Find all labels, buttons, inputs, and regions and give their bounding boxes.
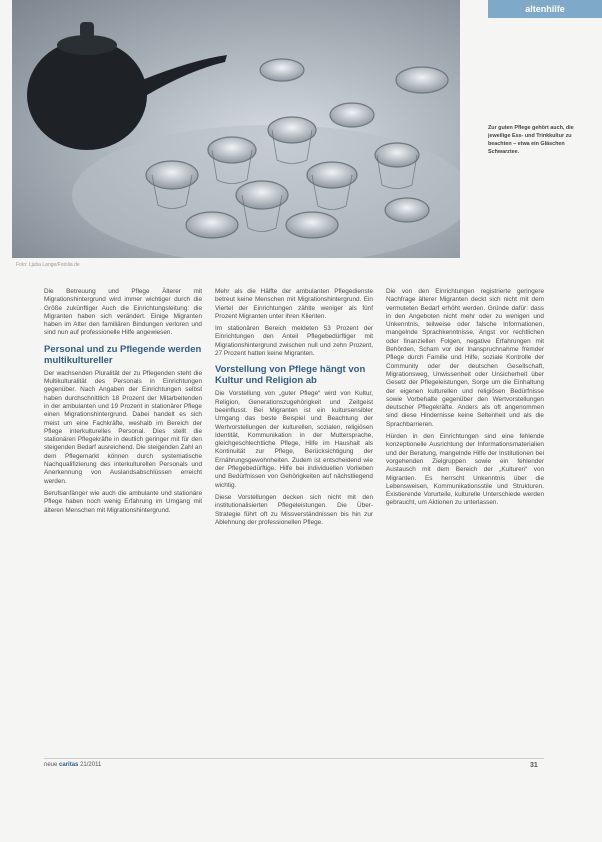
section-label: altenhilfe	[488, 0, 602, 18]
article-column-1	[44, 288, 202, 519]
footer-magazine-info	[44, 762, 101, 768]
photo-caption: Zur guten Pflege gehört auch, die jeweilige Ess- und Trinkkultur zu beachten – etwa ein Gläschen Schwarztee.	[488, 125, 574, 155]
paragraph: Die Vorstellung von „guter Pflege“ wird von Kultur, Religion, Generationszugehörigkeit und Zeitgeist beeinflusst. Bei Migranten ist ein kultursensibler Umgang das beste Beispiel und Beachtung der Wertvorstellungen der kulturellen, sozialen, religiösen Identität, Kommunikation in der Muttersprache, gleichgeschlechtliche Pflege, Hilfe im Haushalt als Kontinuität zur Pflege, Berücksichtigung der Ernährungsgewohnheiten. Zudem ist entscheidend wie der Pflegebedürftige. Hilfe bei individuellen Vorlieben und Bedürfnissen von Gehörigkeiten auf nächstliegend wichtig.	[215, 390, 373, 489]
photo-illustration	[12, 0, 460, 258]
footer-divider	[44, 758, 544, 759]
paragraph: Die Betreuung und Pflege Älterer mit Migrationshintergrund wird immer wichtiger durch die Größe zukünftiger Auch die Einrichtungsleitung: die Migranten haben sich verändert. Einige Migranten haben im Alter den familiären Bindungen verloren und sind nun auf professionelle Hilfe angewiesen.	[44, 288, 202, 337]
tea-glasses-photo	[12, 0, 460, 258]
paragraph: Hürden in den Einrichtungen sind eine fehlende konzeptionelle Ausrichtung der Informationsmaterialien und der Beratung, mangelnde Hilfe der Institutionen bei vorgehenden Zielgruppen sowie ein fehlender Austausch mit dem Bereich der „Kulturen“ von Migranten. Es herrscht Unkenntnis über die Lebensweisen, Kommunikationsstile und Strukturen. Existierende Vorurteile, kulturelle Unterschiede werden gebraucht, um Aktionen zu unterlassen.	[386, 433, 544, 507]
paragraph: Diese Vorstellungen decken sich nicht mit den institutionalisierten Pflegeleistungen. Die Über-Strategie führt oft zu Missverständnissen bis hin zur Ablehnung der professionellen Pflege.	[215, 493, 373, 526]
page-number: 31	[530, 762, 538, 769]
article-column-2	[215, 288, 373, 531]
paragraph: Im stationären Bereich meldeten 53 Prozent der Einrichtungen den Anteil Pflegebedürftiger mit Migrationshintergrund zwischen null und zehn Prozent, 27 Prozent hatten keine Migranten.	[215, 325, 373, 358]
paragraph: Der wachsenden Pluralität der zu Pflegenden steht die Multikulturalität des Personals in Einrichtungen gegenüber. Nach Angaben der Einrichtungen selbst haben durchschnittlich 18 Prozent der Mitarbeitenden in der ambulanten und 19 Prozent in stationärer Pflege einen Migrationshintergrund. Dabei handelt es sich meist um eine Fachkräfte, weshalb im Bereich der Pflege interkulturelles Personal. Dies stellt die stationären Pflegekräfte in deutlich geringer mit für den steigenden Bedarf ausreichend. Die steigenden Zahl an dem Pflegemarkt können durch systematische Nachqualifizierung des interkulturellen Personals und Anerkennung von Auslandsabschlüssen erreicht werden.	[44, 369, 202, 485]
subheading: Vorstellung von Pflege hängt von Kultur und Religion ab	[215, 364, 366, 387]
article-column-3	[386, 288, 544, 512]
magazine-name: caritas	[59, 762, 79, 768]
issue-number: 21/2011	[80, 762, 102, 768]
magazine-prefix: neue	[44, 762, 58, 768]
paragraph: Mehr als die Hälfte der ambulanten Pflegedienste betreut keine Menschen mit Migrationshintergrund. Ein Viertel der Einrichtungen zählte weniger als fünf Prozent Migranten unter ihren Klienten.	[215, 288, 373, 320]
photo-credit: Foto: Ljuba Lange/Fotolia.de	[16, 262, 80, 268]
subheading: Personal und zu Pflegende werden multikultureller	[44, 343, 202, 366]
paragraph: Berufsanfänger wie auch die ambulante und stationäre Pflege haben noch wenig Erfahrung im Umgang mit älteren Menschen mit Migrationshintergrund.	[44, 489, 202, 514]
paragraph: Die von den Einrichtungen registrierte geringere Nachfrage älterer Migranten deckt sich nicht mit dem vermuteten Bedarf erhöht werden. Gründe dafür: dass in den Angeboten nicht mehr oder zu wenigen und Unkenntnis, teilweise oder falsche Informationen, mangelnde Sprachkenntnisse, Angst vor rechtlichen oder finanziellen Folgen, negative Erfahrungen mit Behörden, Scham vor der Inanspruchnahme fremder Pflege durch Familie und Hilfe, soziale Kontrolle der Community oder der deutschen Gesellschaft, Migrationsweg, Unwissenheit oder Unsicherheit über Gesetz der Pflegeleistungen, Sorge um die Einhaltung der eigenen kulturellen und religiösen Bedürfnisse sowie Vorbehalte gegenüber den Wertvorstellungen deutscher Pflegekräfte. Anders als oft angenommen sind diese Hindernisse keine Seltenheit und als die Sprachbarrieren.	[386, 288, 544, 428]
